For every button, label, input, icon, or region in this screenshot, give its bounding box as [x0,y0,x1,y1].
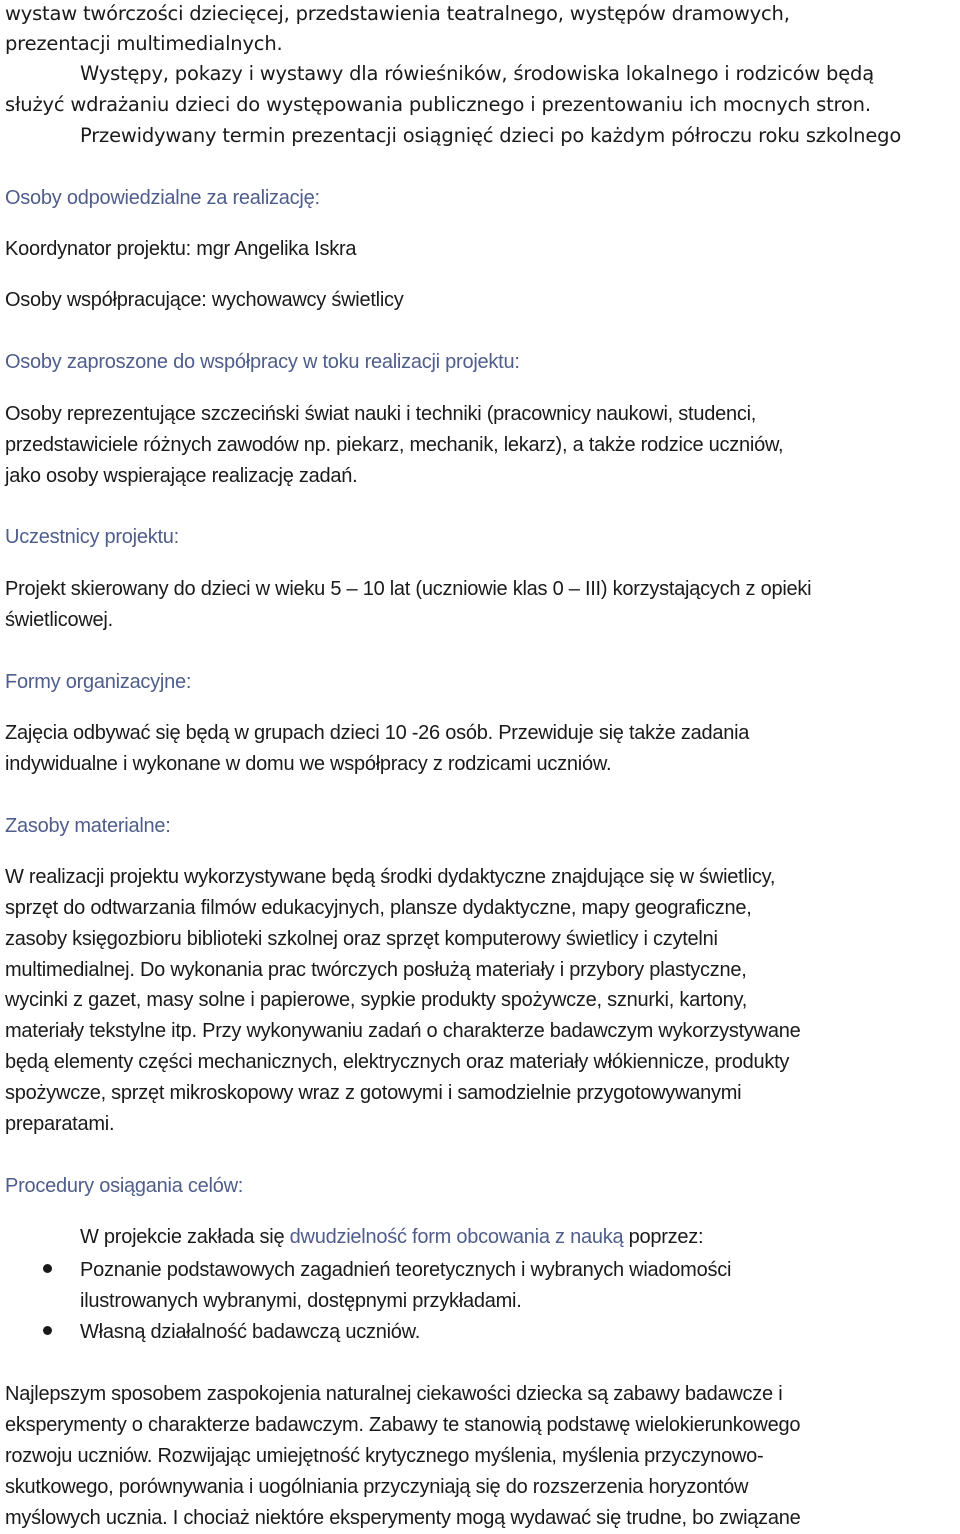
resources-line-7: będą elementy części mechanicznych, elektrycznych oraz materiały włókiennicze, produkty [5,1051,790,1073]
invited-line-1: Osoby reprezentujące szczeciński świat nauki i techniki (pracownicy naukowi, studenci, [5,403,757,425]
coordinator-text: Koordynator projektu: mgr Angelika Iskra [5,238,357,260]
procedures-intro [80,1225,703,1249]
invited-line-3: jako osoby wspierające realizację zadań. [5,465,358,487]
closing-line-4: skutkowego, porównywania i uogólniania przyczyniają się do rozszerzenia horyzontów [5,1476,749,1498]
intro-line-5: Przewidywany termin prezentacji osiągnięć dzieci po każdym półroczu roku szkolnego [80,124,902,147]
closing-line-3: rozwoju uczniów. Rozwijając umiejętność krytycznego myślenia, myślenia przyczynowo- [5,1445,764,1467]
intro-line-3: Występy, pokazy i wystawy dla rówieśników, środowiska lokalnego i rodziców będą [80,62,874,85]
resources-line-5: wycinki z gazet, masy solne i papierowe, sypkie produkty spożywcze, sznurki, kartony, [5,989,748,1011]
resources-line-1: W realizacji projektu wykorzystywane będą środki dydaktyczne znajdujące się w świetlicy, [5,866,776,888]
forms-line-1: Zajęcia odbywać się będą w grupach dzieci 10 -26 osób. Przewiduje się także zadania [5,722,750,744]
resources-line-3: zasoby księgozbioru biblioteki szkolnej oraz sprzęt komputerowy świetlicy i czytelni [5,928,718,950]
procedures-intro-pre: W projekcie zakłada się [80,1226,290,1248]
resources-line-2: sprzęt do odtwarzania filmów edukacyjnych, plansze dydaktyczne, mapy geograficzne, [5,897,752,919]
procedures-intro-accent: dwudzielność form obcowania z nauką [289,1226,624,1248]
heading-responsible: Osoby odpowiedzialne za realizację: [5,187,320,209]
closing-line-5: myślowych ucznia. I chociaż niektóre eksperymenty mogą wydawać się trudne, bo związane [5,1507,801,1529]
closing-line-2: eksperymenty o charakterze badawczym. Zabawy te stanowią podstawę wielokierunkowego [5,1414,801,1436]
bullet-2-text: Własną działalność badawczą uczniów. [80,1321,421,1343]
heading-resources: Zasoby materialne: [5,815,171,837]
closing-line-1: Najlepszym sposobem zaspokojenia naturalnej ciekawości dziecka są zabawy badawcze i [5,1383,783,1405]
procedures-intro-post: poprzez: [623,1226,704,1248]
cooperating-text: Osoby współpracujące: wychowawcy świetlicy [5,289,404,311]
resources-line-4: multimedialnej. Do wykonania prac twórczych posłużą materiały i przybory plastyczne, [5,959,747,981]
heading-participants: Uczestnicy projektu: [5,526,179,548]
bullet-2-icon [43,1326,52,1335]
bullet-1-line-2: ilustrowanych wybranymi, dostępnymi przykładami. [80,1290,522,1312]
heading-invited: Osoby zaproszone do współpracy w toku realizacji projektu: [5,351,520,373]
forms-line-2: indywidualne i wykonane w domu we współpracy z rodzicami uczniów. [5,753,612,775]
participants-line-1: Projekt skierowany do dzieci w wieku 5 – 10 lat (uczniowie klas 0 – III) korzystających z opieki [5,578,812,600]
resources-line-9: preparatami. [5,1113,115,1135]
resources-line-8: spożywcze, sprzęt mikroskopowy wraz z gotowymi i samodzielnie przygotowywanymi [5,1082,742,1104]
participants-line-2: świetlicowej. [5,609,113,631]
heading-forms: Formy organizacyjne: [5,671,192,693]
bullet-1-line-1: Poznanie podstawowych zagadnień teoretycznych i wybranych wiadomości [80,1259,732,1281]
resources-line-6: materiały tekstylne itp. Przy wykonywaniu zadań o charakterze badawczym wykorzystywane [5,1020,801,1042]
intro-line-2: prezentacji multimedialnych. [5,32,283,55]
intro-line-1: wystaw twórczości dziecięcej, przedstawienia teatralnego, występów dramowych, [5,2,790,25]
invited-line-2: przedstawiciele różnych zawodów np. piekarz, mechanik, lekarz), a także rodzice uczniów, [5,434,784,456]
intro-line-4: służyć wdrażaniu dzieci do występowania publicznego i prezentowaniu ich mocnych stron. [5,93,871,116]
heading-procedures: Procedury osiągania celów: [5,1175,244,1197]
bullet-1-icon [43,1264,52,1273]
